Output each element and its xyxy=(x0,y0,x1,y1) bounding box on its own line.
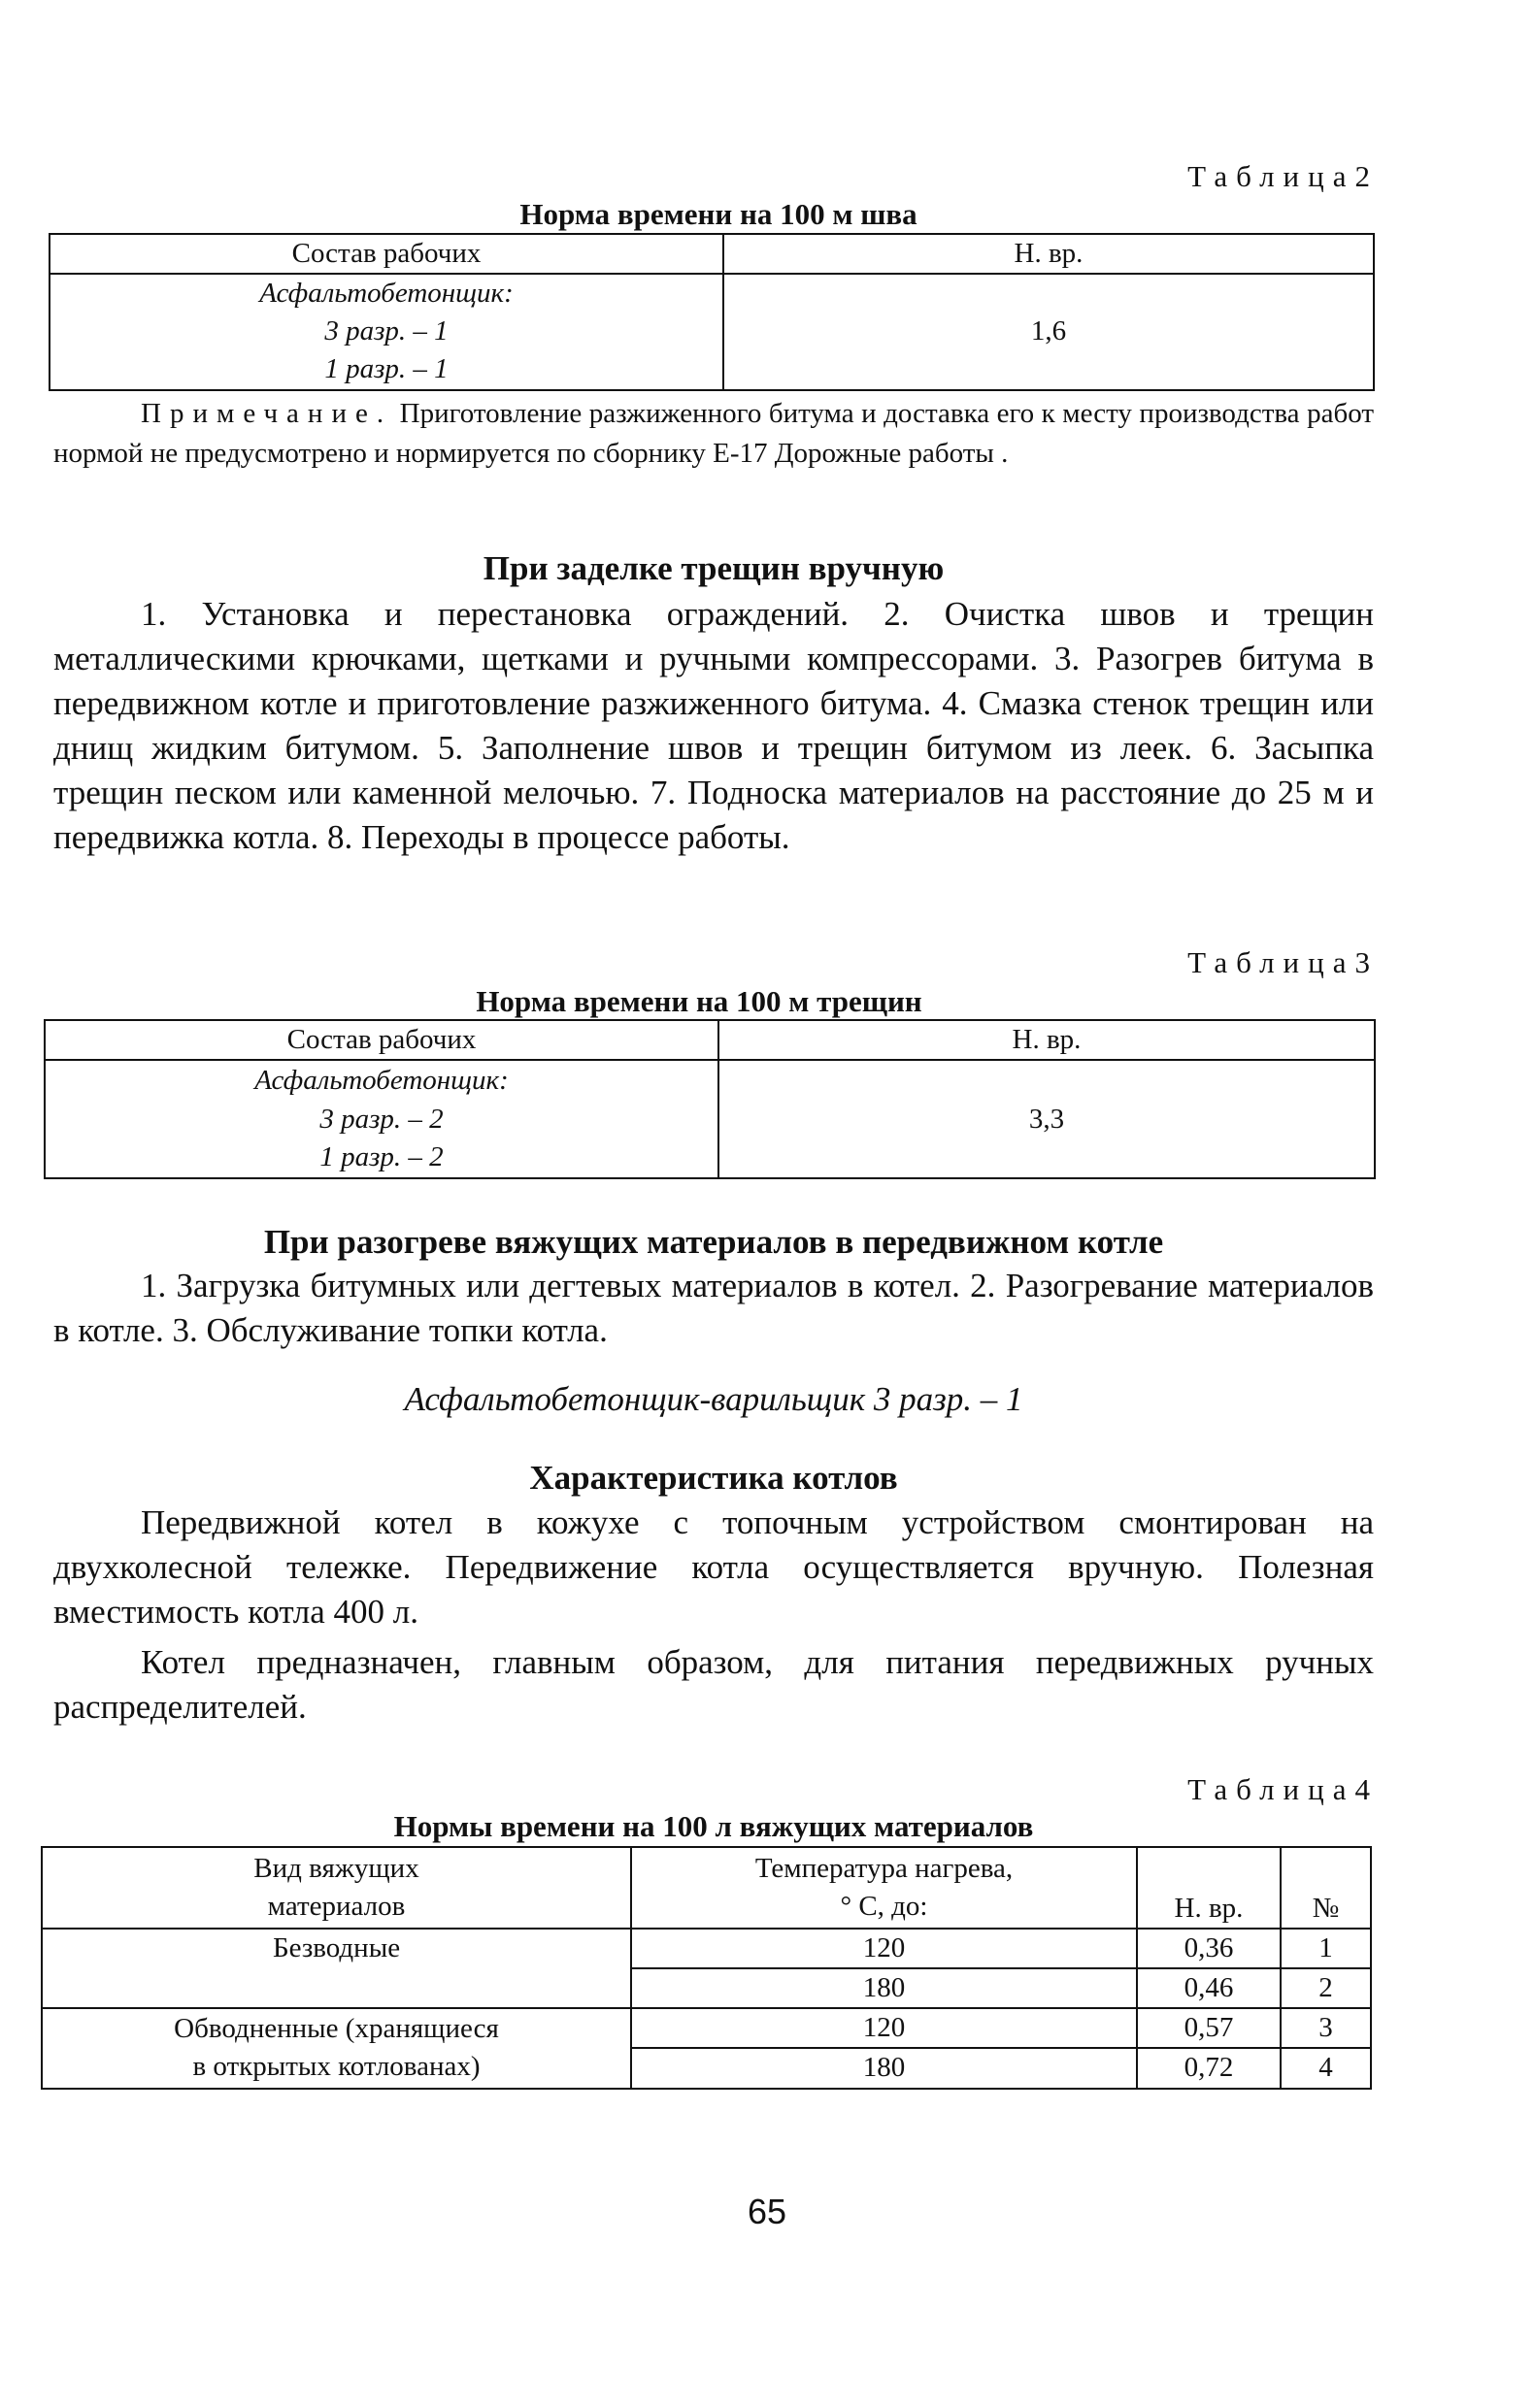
table4-row4-temp: 180 xyxy=(631,2048,1137,2088)
table2-header-workers: Состав рабочих xyxy=(50,234,723,274)
note-text: Приготовление разжиженного битума и доставка его к месту производства работ нормой не предусмотрено и нормируется по сборнику Е-17 Дорожные работы . xyxy=(53,398,1374,469)
section3-text1 xyxy=(53,1501,1374,1634)
table4 xyxy=(41,1846,1372,2090)
table2-norm-value: 1,6 xyxy=(723,274,1374,389)
table4-row1-norm: 0,36 xyxy=(1137,1929,1281,1968)
table2-caption: Норма времени на 100 м шва xyxy=(519,197,917,231)
table2-workers-cell xyxy=(50,274,723,389)
section1-heading: При заделке трещин вручную xyxy=(483,549,945,587)
table4-row3-temp: 120 xyxy=(631,2008,1137,2048)
table3-norm-value: 3,3 xyxy=(718,1060,1375,1178)
table4-row3-norm: 0,57 xyxy=(1137,2008,1281,2048)
section1-text-body: 1. Установка и перестановка ограждений. 2. Очистка швов и трещин металлическими крючками, щетками и ручными компрессорами. 3. Разогрев битума в передвижном котле и приготовление разжиженного битума. 4. Смазка стенок трещин или днищ жидким битумом. 5. Заполнение швов и трещин битумом из леек. 6. Засыпка трещин песком или каменной мелочью. 7. Подноска материалов на расстояние до 25 м и передвижка котла. 8. Переходы в процессе работы. xyxy=(53,595,1374,856)
section3-heading: Характеристика котлов xyxy=(529,1459,898,1497)
table4-label: Таблица4 xyxy=(1187,1772,1379,1806)
table4-group1: Безводные xyxy=(42,1929,631,2008)
table3-caption: Норма времени на 100 м трещин xyxy=(476,984,922,1018)
section2-text-body: 1. Загрузка битумных или дегтевых материалов в котел. 2. Разогревание материалов в котле. 3. Обслуживание топки котла. xyxy=(53,1267,1374,1349)
table4-row4-norm: 0,72 xyxy=(1137,2048,1281,2088)
table4-row4-num: 4 xyxy=(1281,2048,1371,2088)
table4-group2-line2: в открытых котлованах) xyxy=(192,2051,481,2083)
page-number: 65 xyxy=(747,2192,787,2231)
table4-header-temp-line2: ° С, до: xyxy=(840,1891,928,1922)
section3-text1-body: Передвижной котел в кожухе с топочным устройством смонтирован на двухколесной тележке. Передвижение котла осуществляется вручную. Полезная вместимость котла 400 л. xyxy=(53,1503,1374,1631)
section3-text2 xyxy=(53,1640,1374,1730)
table4-caption: Нормы времени на 100 л вяжущих материалов xyxy=(393,1809,1034,1843)
table3-worker-line2: 1 разр. – 2 xyxy=(319,1140,444,1172)
table-row xyxy=(42,2008,1371,2048)
table3-worker-title: Асфальтобетонщик: xyxy=(254,1065,509,1097)
table2-worker-line1: 3 разр. – 1 xyxy=(324,315,449,347)
table2 xyxy=(49,233,1375,391)
note-paragraph xyxy=(53,394,1374,474)
table-row xyxy=(42,1929,1371,1968)
section1-text xyxy=(53,592,1374,860)
table4-header-material xyxy=(42,1847,631,1929)
table2-worker-line2: 1 разр. – 1 xyxy=(324,353,449,385)
table2-worker-title: Асфальтобетонщик: xyxy=(259,278,514,310)
note-label: Примечание. xyxy=(141,398,393,429)
table4-header-material-line1: Вид вяжущих xyxy=(253,1852,419,1884)
table3-worker-line1: 3 разр. – 2 xyxy=(319,1103,444,1135)
table2-label: Таблица2 xyxy=(1187,159,1379,193)
table3-header-norm: Н. вр. xyxy=(718,1020,1375,1060)
section2-text xyxy=(53,1264,1374,1353)
table4-row1-temp: 120 xyxy=(631,1929,1137,1968)
table2-header-norm: Н. вр. xyxy=(723,234,1374,274)
table4-header-temp-line1: Температура нагрева, xyxy=(754,1852,1014,1884)
table4-header-temp xyxy=(631,1847,1137,1929)
table3-header-workers: Состав рабочих xyxy=(45,1020,718,1060)
table4-header-num: № xyxy=(1281,1847,1371,1929)
table3-workers-cell xyxy=(45,1060,718,1178)
section2-worker: Асфальтобетонщик-варильщик 3 разр. – 1 xyxy=(404,1380,1023,1418)
table4-row2-temp: 180 xyxy=(631,1968,1137,2008)
table4-group2-line1: Обводненные (хранящиеся xyxy=(174,2013,499,2045)
table4-row3-num: 3 xyxy=(1281,2008,1371,2048)
table4-header-material-line2: материалов xyxy=(267,1891,406,1922)
table4-row2-norm: 0,46 xyxy=(1137,1968,1281,2008)
table4-group2 xyxy=(42,2008,631,2088)
table3 xyxy=(44,1019,1376,1179)
table4-header-norm: Н. вр. xyxy=(1137,1847,1281,1929)
table4-row2-num: 2 xyxy=(1281,1968,1371,2008)
table3-label: Таблица3 xyxy=(1187,945,1379,979)
table4-row1-num: 1 xyxy=(1281,1929,1371,1968)
section2-heading: При разогреве вяжущих материалов в передвижном котле xyxy=(263,1223,1164,1261)
section3-text2-body: Котел предназначен, главным образом, для питания передвижных ручных распределителей. xyxy=(53,1643,1374,1726)
